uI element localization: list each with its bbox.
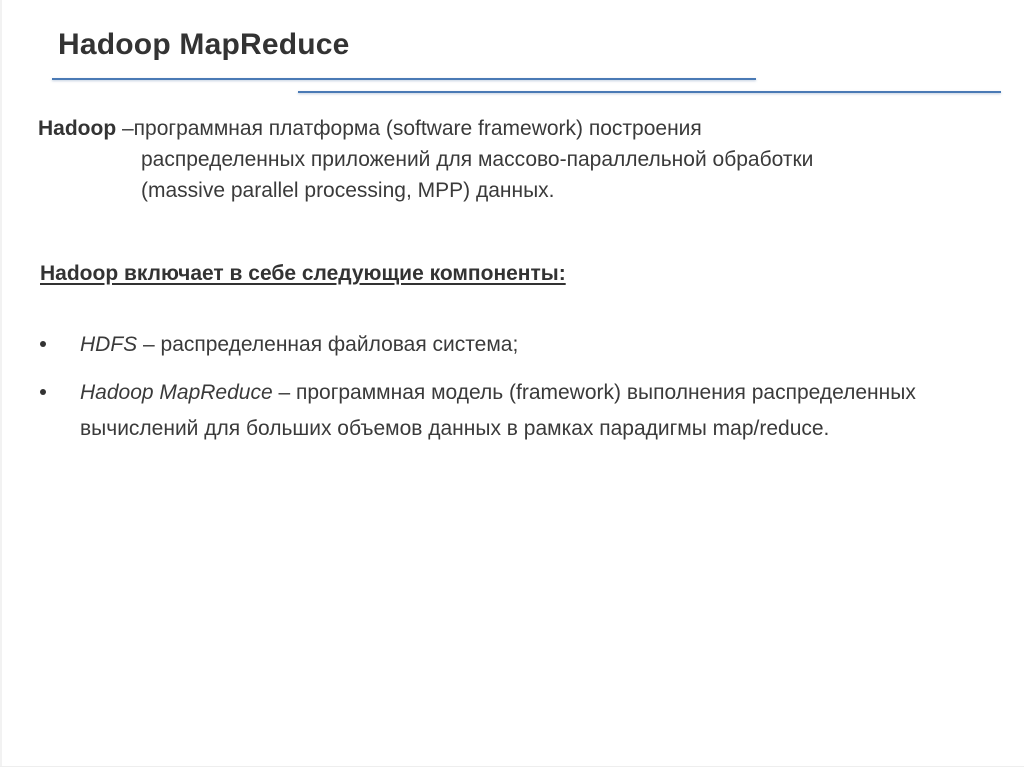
title-underline-upper [52,78,756,80]
component-description: – программная модель (framework) выполнения распределенных вычислений для больших объемов данных в рамках парадигмы map/reduce. [80,381,916,440]
definition-line-2: распределенных приложений для массово-параллельной обработки [141,148,814,171]
definition-paragraph [38,113,998,206]
list-item [38,375,998,447]
component-name: HDFS [80,333,138,356]
component-description: – распределенная файловая система; [137,333,519,356]
title-underline-lower [298,91,1001,93]
components-list [38,327,998,447]
bullet-icon [40,389,46,395]
list-item [38,327,998,363]
slide-title: Hadoop MapReduce [58,28,350,61]
slide-left-edge [0,0,2,767]
components-heading: Hadoop включает в себе следующие компоненты: [40,262,566,285]
definition-line-3: (massive parallel processing, MPP) данных. [141,179,555,202]
definition-term: Hadoop [38,117,117,140]
component-name: Hadoop MapReduce [80,381,273,404]
bullet-icon [40,341,46,347]
definition-line-1: –программная платформа (software framework) построения [122,117,702,140]
